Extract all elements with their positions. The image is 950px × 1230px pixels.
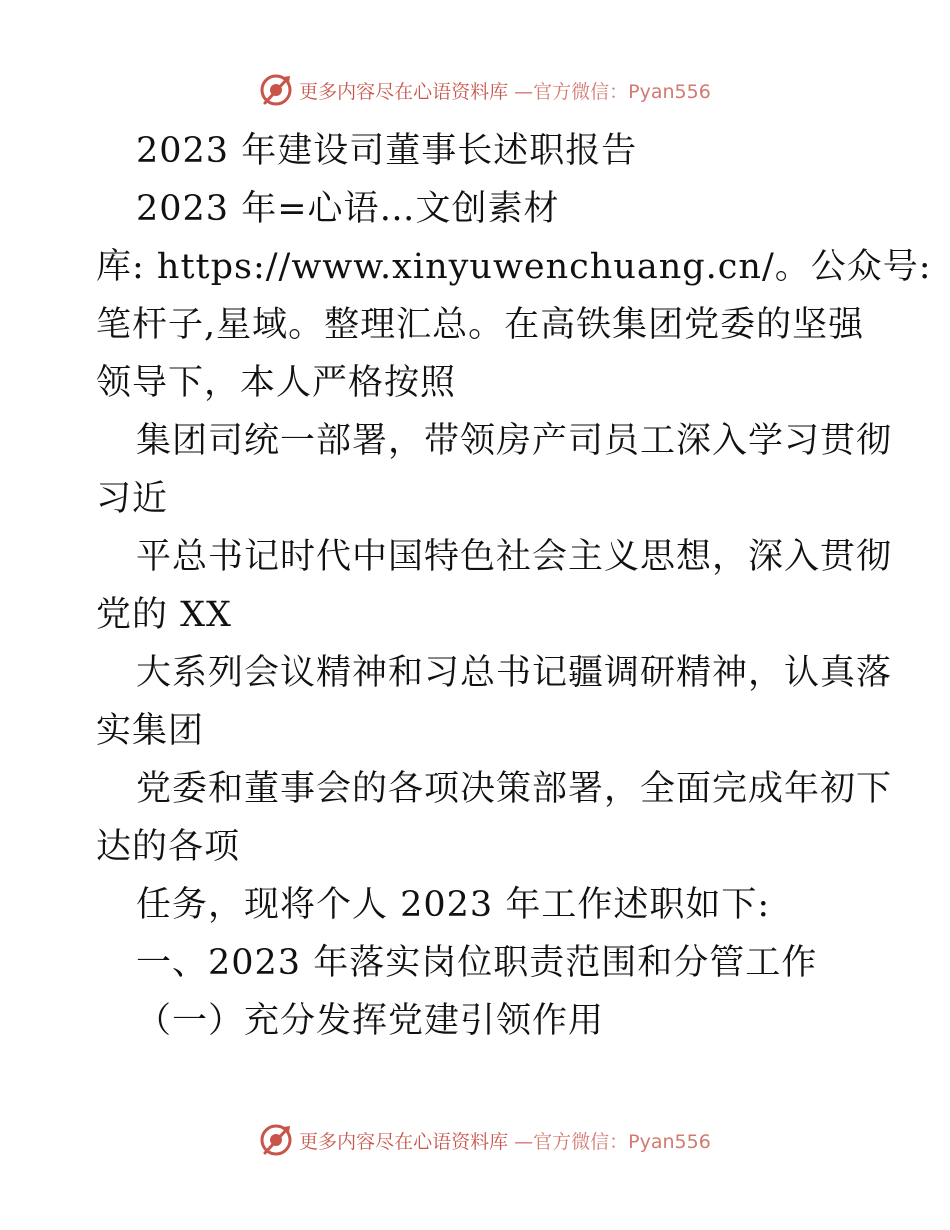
document-line: 任务，现将个人 2023 年工作述职如下:: [136, 885, 771, 925]
document-line: 2023 年=心语…文创素材: [136, 189, 560, 229]
document-line: 2023 年建设司董事长述职报告: [136, 131, 638, 171]
document-line: 笔杆子,星域。整理汇总。在高铁集团党委的坚强: [96, 305, 865, 345]
banner-wechat: —官方微信：Pyan556: [514, 80, 711, 103]
document-line: 习近: [96, 479, 169, 519]
document-line: （一）充分发挥党建引领作用: [136, 1001, 605, 1041]
brand-logo-icon: [259, 73, 293, 107]
footer-banner: [0, 1120, 950, 1160]
brand-logo-icon: [259, 1123, 293, 1157]
document-line: 实集团: [96, 711, 205, 751]
document-line: 库: https://www.xinyuwenchuang.cn/。公众号:: [96, 247, 932, 287]
document-line: 一、2023 年落实岗位职责范围和分管工作: [136, 943, 818, 983]
document-line: 大系列会议精神和习总书记疆调研精神，认真落: [136, 653, 893, 693]
document-line: 党的 XX: [96, 595, 232, 635]
banner-text: 更多内容尽在心语资料库: [299, 1130, 509, 1153]
banner-text: 更多内容尽在心语资料库: [299, 80, 509, 103]
banner-wechat: —官方微信：Pyan556: [514, 1130, 711, 1153]
document-line: 平总书记时代中国特色社会主义思想，深入贯彻: [136, 537, 893, 577]
document-line: 达的各项: [96, 827, 241, 867]
document-line: 集团司统一部署，带领房产司员工深入学习贯彻: [136, 421, 893, 461]
document-body: [96, 122, 932, 1050]
document-line: 党委和董事会的各项决策部署，全面完成年初下: [136, 769, 893, 809]
header-banner: [0, 70, 950, 110]
document-line: 领导下，本人严格按照: [96, 363, 457, 403]
